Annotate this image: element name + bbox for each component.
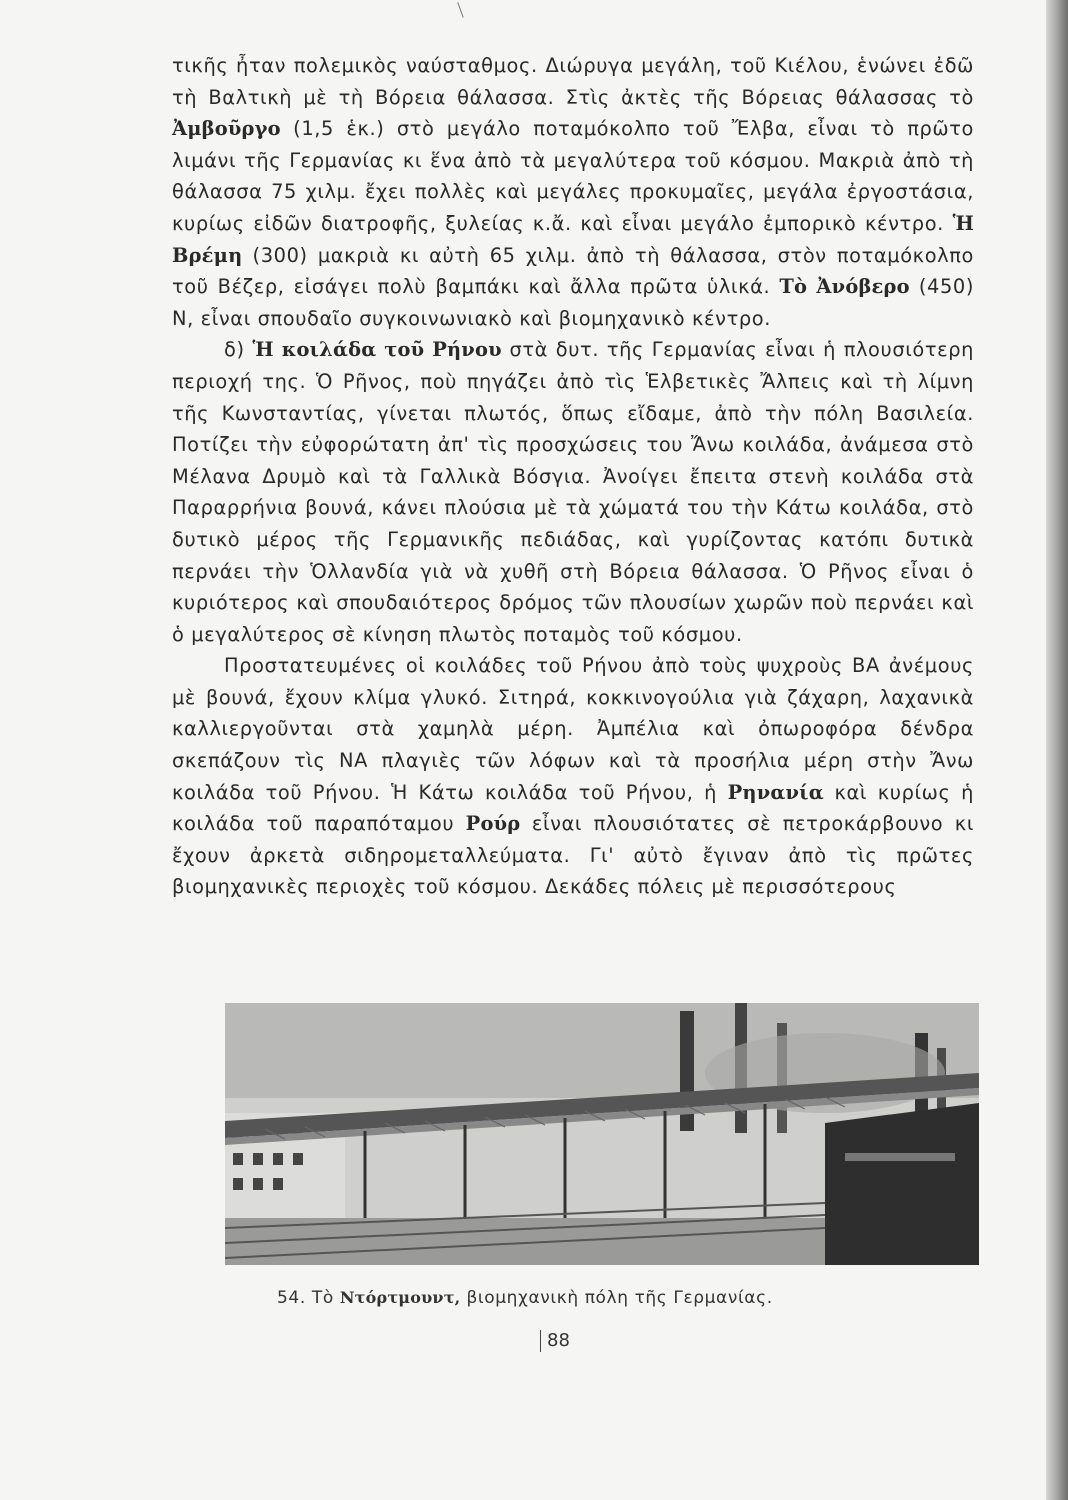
industrial-city-photo: [225, 1003, 979, 1265]
term-hamburg: Ἀμβοῦργο: [172, 117, 281, 141]
term-rhine-valley: Ἡ κοιλάδα τοῦ Ρήνου: [252, 338, 502, 362]
caption-city: Ντόρτμουντ,: [339, 1288, 461, 1307]
page-number: 88: [540, 1330, 570, 1352]
term-hannover: Τὸ Ἀνόβερο: [779, 275, 910, 299]
p2-text-1: δ): [224, 338, 253, 362]
term-rhineland: Ρηνανία: [727, 780, 824, 804]
paragraph-1: [172, 50, 974, 334]
p3-text-1: Προστατευμένες οἱ κοιλάδες τοῦ Ρήνου ἀπὸ τοὺς ψυχροὺς ΒΑ ἀνέμους μὲ βουνά, ἔχουν κλίμα γλυκό. Σιτηρά, κοκκινογούλια γιὰ ζάχαρη, λαχανικὰ καλλιεργοῦνται στὰ χαμηλὰ μέρη. Ἀμπέλια καὶ ὀπωροφόρα δένδρα σκεπάζουν τὶς ΝΑ πλαγιὲς τῶν λόφων καὶ τὰ προσήλια μέρη στὴν Ἄνω κοιλάδα τοῦ Ρήνου. Ἡ Κάτω κοιλάδα τοῦ Ρήνου, ἡ: [172, 654, 974, 804]
p2-text-2: στὰ δυτ. τῆς Γερμανίας εἶναι ἡ πλουσιότερη περιοχή της. Ὁ Ρῆνος, ποὺ πηγάζει ἀπὸ τὶς Ἑλβετικὲς Ἄλπεις καὶ τὴ λίμνη τῆς Κωνσταντίας, γίνεται πλωτός, ὅπως εἴδαμε, ἀπὸ τὴν πόλη Βασιλεία. Ποτίζει τὴν εὐφορώτατη ἀπ' τὶς προσχώσεις του Ἄνω κοιλάδα, ἀνάμεσα στὸ Μέλανα Δρυμὸ καὶ τὰ Γαλλικὰ Βόσγια. Ἀνοίγει ἔπειτα στενὴ κοιλάδα στὰ Παραρρήνια βουνά, κάνει πλούσια μὲ τὰ χώματά του τὴν Κάτω κοιλάδα, στὸ δυτικὸ μέρος τῆς Γερμανικῆς πεδιάδας, καὶ γυρίζοντας κατόπι δυτικὰ περνάει τὴν Ὁλλανδία γιὰ νὰ χυθῆ στὴ Βόρεια θάλασσα. Ὁ Ρῆνος εἶναι ὁ κυριότερος καὶ σπουδαιότερος δρόμος τῶν πλουσίων χωρῶν ποὺ περνάει καὶ ὁ μεγαλύτερος σὲ κίνηση πλωτὸς ποταμὸς τοῦ κόσμου.: [172, 338, 974, 646]
p3-text-2: καὶ κυρίως ἡ κοιλάδα τοῦ παραπόταμου: [172, 780, 974, 836]
page-edge-shadow: [1046, 0, 1068, 1500]
caption-text: βιομηχανικὴ πόλη τῆς Γερμανίας.: [466, 1288, 773, 1308]
p1-text-2: (1,5 ἑκ.) στὸ μεγάλο ποταμόκολπο τοῦ Ἔλβα, εἶναι τὸ πρῶτο λιμάνι τῆς Γερμανίας κι ἕνα ἀπὸ τὰ μεγαλύτερα τοῦ κόσμου. Μακριὰ ἀπὸ τὴ θάλασσα 75 χιλμ. ἔχει πολλὲς καὶ μεγάλες προκυμαῖες, μεγάλα ἐργοστάσια, κυρίως εἰδῶν διατροφῆς, ξυλείας κ.ἄ. καὶ εἶναι μεγάλο ἐμπορικὸ κέντρο.: [172, 117, 974, 235]
ink-mark: [457, 2, 463, 17]
paragraph-3: [172, 650, 974, 903]
p1-text-4: (450) Ν, εἶναι σπουδαῖο συγκοινωνιακὸ καὶ βιομηχανικὸ κέντρο.: [172, 275, 975, 330]
p1-text-1: τικῆς ἦταν πολεμικὸς ναύσταθμος. Διώρυγα μεγάλη, τοῦ Κιέλου, ἑνώνει ἐδῶ τὴ Βαλτικὴ μὲ τὴ Βόρεια θάλασσα. Στὶς ἀκτὲς τῆς Βόρειας θάλασσας τὸ: [172, 54, 974, 109]
term-ruhr: Ρούρ: [465, 812, 521, 836]
caption-number: 54. Τὸ: [277, 1288, 334, 1308]
figure-caption: [277, 1288, 897, 1308]
p1-text-3: (300) μακριὰ κι αὐτὴ 65 χιλμ. ἀπὸ τὴ θάλασσα, στὸν ποταμόκολπο τοῦ Βέζερ, εἰσάγει πολὺ βαμπάκι καὶ ἄλλα πρῶτα ὑλικά.: [172, 243, 974, 299]
body-text: [172, 50, 974, 903]
term-bremen: Ἡ Βρέμη: [172, 211, 974, 267]
paragraph-2: [172, 334, 974, 650]
p3-text-3: εἶναι πλουσιότατες σὲ πετροκάρβουνο κι ἔχουν ἀρκετὰ σιδηρομεταλλεύματα. Γι' αὐτὸ ἔγιναν ἀπὸ τὶς πρῶτες βιομηχανικὲς περιοχὲς τοῦ κόσμου. Δεκάδες πόλεις μὲ περισσότερους: [172, 812, 974, 899]
